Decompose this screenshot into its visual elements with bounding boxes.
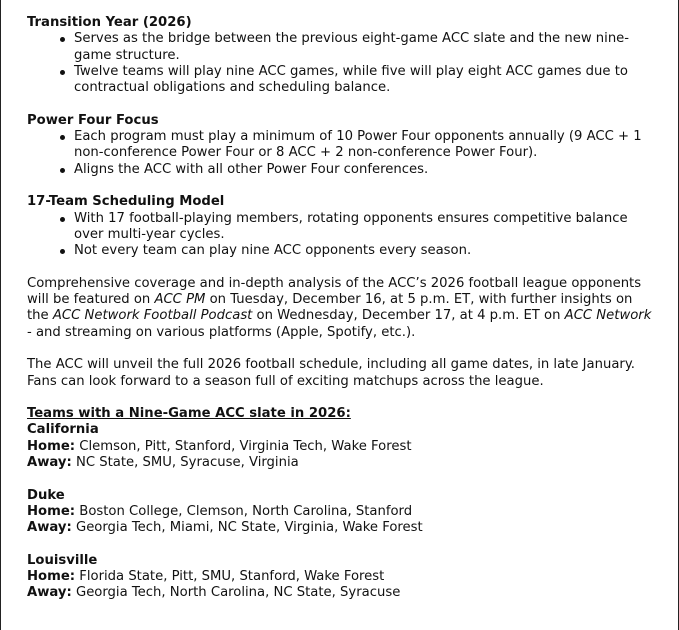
team-home-row [27,504,657,520]
show-acc-network-football-podcast: ACC Network Football Podcast [52,308,253,324]
coverage-paragraph: Comprehensive coverage and in-depth analysis of the ACC’s 2026 football league opponents will be featured on ACC PM on Tuesday, December 16, at 5 p.m. ET, with further insights on the ACC Network Football Podcast on Wednesday, December 17, at 4 p.m. ET on ACC Network - and streaming on various platforms (Apple, Spotify, etc.). [27,275,652,340]
away-label: Away: [27,585,72,601]
team-name-california: California [27,422,99,438]
home-label: Home: [27,569,76,585]
section-heading-power-four: Power Four Focus [27,112,159,128]
bullet-item: Each program must play a minimum of 10 Power Four opponents annually (9 ACC + 1 non-conference Power Four or 8 ACC + 2 non-conference Power Four). [74,129,657,162]
schedule-note-paragraph: The ACC will unveil the full 2026 football schedule, including all game dates, in late January. Fans can look forward to a season full of exciting matchups across the league. [27,357,635,389]
team-away-row [27,585,657,601]
team-away-row [27,455,657,471]
home-opponents: Boston College, Clemson, North Carolina, Stanford [79,503,413,519]
bullet-item: Serves as the bridge between the previous eight-game ACC slate and the new nine-game structure. [74,31,657,64]
team-home-row [27,569,657,585]
away-opponents: NC State, SMU, Syracuse, Virginia [75,455,299,471]
team-name-louisville: Louisville [27,552,98,568]
section-heading-scheduling-model: 17-Team Scheduling Model [27,194,225,210]
team-name-duke: Duke [27,487,65,503]
article-body [27,15,657,602]
away-label: Away: [27,520,72,536]
bullet-item: Not every team can play nine ACC opponents every season. [74,243,657,259]
home-opponents: Clemson, Pitt, Stanford, Virginia Tech, Wake Forest [79,438,412,454]
bullet-list-power-four [27,129,657,178]
network-acc-network: ACC Network [564,308,652,324]
home-opponents: Florida State, Pitt, SMU, Stanford, Wake Forest [79,569,385,585]
away-opponents: Georgia Tech, Miami, NC State, Virginia, Wake Forest [75,520,423,536]
away-label: Away: [27,455,72,471]
home-label: Home: [27,438,76,454]
away-opponents: Georgia Tech, North Carolina, NC State, Syracuse [75,585,401,601]
bullet-list-scheduling-model [27,211,657,260]
bullet-item: With 17 football-playing members, rotating opponents ensures competitive balance over multi-year cycles. [74,211,657,244]
bullet-item: Aligns the ACC with all other Power Four conferences. [74,162,657,178]
team-home-row [27,439,657,455]
team-away-row [27,520,657,536]
home-label: Home: [27,503,76,519]
bullet-list-transition-year [27,31,657,96]
teams-heading: Teams with a Nine-Game ACC slate in 2026: [27,406,351,422]
bullet-item: Twelve teams will play nine ACC games, while five will play eight ACC games due to contractual obligations and scheduling balance. [74,64,657,97]
section-heading-transition-year: Transition Year (2026) [27,15,192,30]
show-acc-pm: ACC PM [154,292,206,308]
